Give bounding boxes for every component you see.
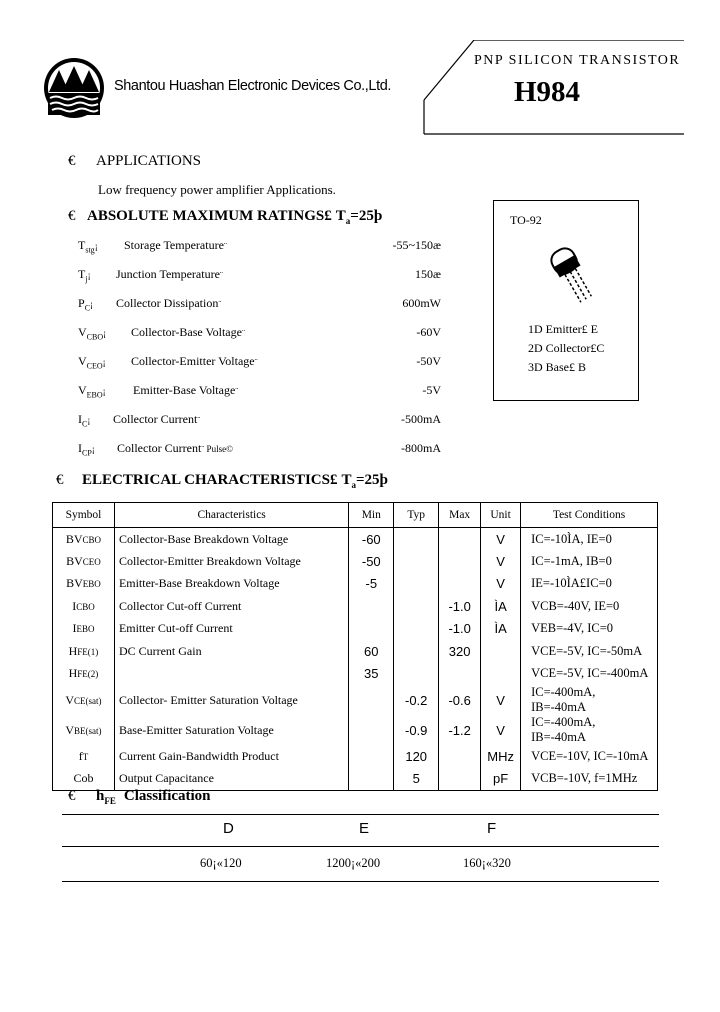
package-name: TO-92	[510, 213, 542, 227]
classification-mid-rule	[62, 846, 659, 847]
rating-description	[116, 296, 221, 311]
cell-typ	[394, 640, 439, 663]
classification-prefix: h	[96, 788, 105, 804]
rating-value: -60V	[416, 325, 441, 339]
cell-test-condition: IC=-1mA, IB=0	[521, 550, 658, 573]
cell-unit: V	[481, 685, 521, 715]
rating-value: -5V	[422, 383, 441, 397]
cell-min: -50	[349, 550, 394, 573]
electrical-bullet: €	[56, 472, 64, 488]
cell-symbol-main: BV	[66, 576, 83, 591]
cell-typ	[394, 573, 439, 596]
cell-symbol-main: I	[72, 598, 77, 613]
cell-unit: ÌA	[481, 618, 521, 641]
rating-value: 150æ	[414, 267, 441, 281]
col-header-max: Max	[439, 503, 481, 528]
rating-value: -50V	[416, 354, 441, 368]
rating-symbol-main: I	[78, 441, 82, 455]
cell-test-condition: VEB=-4V, IC=0	[521, 618, 658, 641]
company-name: Shantou Huashan Electronic Devices Co.,Ltd.	[114, 78, 391, 94]
table-row	[53, 715, 658, 745]
rank-e-range: 1200¡«200	[326, 856, 381, 870]
cell-typ	[394, 663, 439, 686]
cell-symbol-sub: EBO	[76, 624, 95, 635]
cell-max	[439, 528, 481, 551]
rating-description-text: Collector Current	[113, 412, 198, 426]
cell-symbol	[53, 640, 115, 663]
cell-characteristic: Current Gain-Bandwidth Product	[114, 745, 348, 768]
cell-typ	[394, 528, 439, 551]
cell-test-condition: IC=-400mA, IB=-40mA	[521, 715, 658, 745]
cell-min: 60	[349, 640, 394, 663]
rating-symbol	[78, 354, 106, 370]
table-row	[53, 663, 658, 686]
rating-description-text: Collector-Emitter Voltage	[131, 354, 255, 368]
cell-symbol	[53, 573, 115, 596]
ratings-condition-value: =25þ	[350, 208, 383, 224]
rating-symbol-main: V	[78, 383, 87, 397]
cell-max: -0.6	[439, 685, 481, 715]
table-row	[53, 618, 658, 641]
cell-max	[439, 550, 481, 573]
cell-characteristic: Emitter Cut-off Current	[114, 618, 348, 641]
rating-symbol-mark: ¡	[90, 299, 94, 309]
rank-f: F	[487, 820, 497, 837]
cell-unit	[481, 640, 521, 663]
rating-description	[117, 441, 233, 456]
cell-test-condition: VCB=-10V, f=1MHz	[521, 768, 658, 791]
table-body	[53, 528, 658, 791]
rating-description	[116, 267, 223, 282]
rating-symbol	[78, 238, 98, 254]
ratings-condition-sub: a	[345, 216, 351, 226]
applications-text: Low frequency power amplifier Applications.	[98, 182, 336, 197]
cell-symbol-sub: EBO	[82, 579, 101, 590]
cell-symbol	[53, 768, 115, 791]
cell-test-condition: IC=-400mA, IB=-40mA	[521, 685, 658, 715]
rating-description-tail: ¨	[218, 299, 222, 309]
table-row	[53, 595, 658, 618]
cell-symbol-main: Cob	[73, 771, 94, 785]
cell-typ	[394, 618, 439, 641]
rating-symbol	[78, 296, 93, 312]
ratings-condition: T	[335, 208, 346, 224]
cell-max	[439, 573, 481, 596]
cell-unit: V	[481, 715, 521, 745]
table-header-row	[53, 503, 658, 528]
cell-characteristic: DC Current Gain	[114, 640, 348, 663]
ratings-title-text: ABSOLUTE MAXIMUM RATINGS£	[87, 208, 332, 224]
applications-bullet: €	[68, 153, 76, 169]
cell-symbol	[53, 595, 115, 618]
cell-max: 320	[439, 640, 481, 663]
rank-e: E	[359, 820, 370, 837]
cell-typ: -0.2	[394, 685, 439, 715]
table-row	[53, 573, 658, 596]
cell-symbol-sub: FE(2)	[77, 669, 99, 680]
col-header-test-conditions: Test Conditions	[521, 503, 658, 528]
rating-symbol-main: V	[78, 354, 87, 368]
cell-symbol-main: V	[65, 722, 75, 737]
cell-symbol-sub: CEO	[82, 556, 101, 567]
rating-description-tail: ¨	[197, 415, 201, 425]
rating-symbol-main: I	[78, 412, 82, 426]
cell-test-condition: VCE=-10V, IC=-10mA	[521, 745, 658, 768]
pin-2-label: 2D Collector£C	[528, 341, 605, 355]
cell-symbol-main: f	[78, 748, 83, 763]
cell-min	[349, 768, 394, 791]
rating-description	[131, 354, 258, 369]
cell-unit: V	[481, 573, 521, 596]
rating-description-text: Emitter-Base Voltage	[133, 383, 236, 397]
cell-test-condition: VCE=-5V, IC=-50mA	[521, 640, 658, 663]
rating-value: 600mW	[402, 296, 441, 310]
cell-characteristic: Collector Cut-off Current	[114, 595, 348, 618]
rating-value: -500mA	[401, 412, 441, 426]
cell-test-condition: VCE=-5V, IC=-400mA	[521, 663, 658, 686]
cell-min: -5	[349, 573, 394, 596]
cell-unit: pF	[481, 768, 521, 791]
rating-symbol	[78, 383, 106, 399]
rating-symbol-mark: ¡	[103, 328, 107, 338]
rating-symbol-sub: j	[85, 274, 88, 284]
cell-characteristic: Output Capacitance	[114, 768, 348, 791]
cell-symbol-main: H	[68, 666, 78, 681]
electrical-title	[82, 472, 388, 490]
classification-bullet: €	[68, 788, 76, 804]
rating-description-text: Collector Dissipation	[116, 296, 219, 310]
cell-symbol	[53, 528, 115, 551]
cell-symbol	[53, 745, 115, 768]
rating-value: -800mA	[401, 441, 441, 455]
cell-symbol-main: BV	[65, 531, 83, 546]
cell-min	[349, 618, 394, 641]
col-header-characteristics: Characteristics	[114, 503, 348, 528]
cell-characteristic: Base-Emitter Saturation Voltage	[114, 715, 348, 745]
cell-symbol	[53, 685, 115, 715]
table-row	[53, 768, 658, 791]
rating-symbol-sub: C	[82, 419, 88, 429]
rating-symbol-mark: ¡	[102, 386, 106, 396]
cell-max	[439, 745, 481, 768]
cell-unit	[481, 663, 521, 686]
rating-symbol-sub: EBO	[86, 390, 103, 400]
cell-typ: 120	[394, 745, 439, 768]
cell-symbol-sub: T	[82, 751, 89, 762]
rating-symbol-mark: ¡	[102, 357, 106, 367]
classification-prefix-sub: FE	[104, 796, 116, 806]
applications-title: APPLICATIONS	[96, 153, 202, 169]
cell-characteristic	[114, 663, 348, 686]
rank-f-range: 160¡«320	[463, 856, 511, 870]
rating-description	[133, 383, 238, 398]
cell-min	[349, 595, 394, 618]
cell-symbol-main: I	[72, 621, 77, 636]
rating-description-tail: ¨ Pulse©	[201, 444, 233, 454]
cell-typ: -0.9	[394, 715, 439, 745]
classification-title	[96, 788, 211, 806]
col-header-symbol: Symbol	[53, 503, 115, 528]
rating-description-text: Storage Temperature	[124, 238, 224, 252]
rating-description-tail: ¨	[223, 241, 227, 251]
cell-characteristic: Emitter-Base Breakdown Voltage	[114, 573, 348, 596]
table-row	[53, 745, 658, 768]
rank-d-range: 60¡«120	[200, 856, 242, 870]
package-box	[493, 200, 639, 401]
cell-unit: V	[481, 528, 521, 551]
pin-1-label: 1D Emitter£ E	[528, 322, 598, 336]
rank-d: D	[223, 820, 234, 837]
rating-description-tail: ¨	[254, 357, 258, 367]
cell-test-condition: IE=-10ÌA£IC=0	[521, 573, 658, 596]
cell-symbol-main: V	[65, 692, 75, 707]
cell-test-condition: IC=-10ÌA, IE=0	[521, 528, 658, 551]
cell-characteristic: Collector-Emitter Breakdown Voltage	[114, 550, 348, 573]
cell-min	[349, 715, 394, 745]
col-header-typ: Typ	[394, 503, 439, 528]
rating-description-text: Collector-Base Voltage	[131, 325, 242, 339]
classification-bottom-rule	[62, 881, 659, 882]
electrical-condition: T	[341, 472, 352, 488]
cell-test-condition: VCB=-40V, IE=0	[521, 595, 658, 618]
cell-max: -1.2	[439, 715, 481, 745]
rating-symbol-sub: CBO	[86, 332, 104, 342]
cell-max: -1.0	[439, 595, 481, 618]
cell-symbol-sub: CBO	[82, 534, 102, 545]
ratings-title	[87, 208, 382, 226]
cell-unit: MHz	[481, 745, 521, 768]
rating-description	[124, 238, 227, 253]
rating-symbol-sub: CP	[82, 448, 92, 458]
cell-max	[439, 663, 481, 686]
electrical-title-text: ELECTRICAL CHARACTERISTICS£	[82, 472, 338, 488]
table-row	[53, 685, 658, 715]
cell-min	[349, 685, 394, 715]
rating-description-tail: ¨	[241, 328, 245, 338]
cell-typ	[394, 550, 439, 573]
cell-symbol-sub: CBO	[76, 601, 95, 612]
cell-unit: ÌA	[481, 595, 521, 618]
rating-symbol-mark: ¡	[94, 241, 98, 251]
rating-symbol-mark: ¡	[87, 415, 91, 425]
to92-package-icon	[536, 241, 606, 311]
cell-symbol	[53, 618, 115, 641]
rating-symbol-main: P	[78, 296, 85, 310]
cell-min: 35	[349, 663, 394, 686]
rating-symbol-sub: C	[84, 303, 91, 313]
classification-title-text: Classification	[123, 788, 211, 804]
rating-description	[113, 412, 200, 427]
ratings-bullet: €	[68, 208, 76, 224]
pin-3-label: 3D Base£ B	[528, 360, 586, 374]
electrical-condition-sub: a	[351, 480, 356, 490]
rating-symbol-sub: stg	[85, 245, 95, 255]
cell-symbol-main: H	[68, 643, 78, 658]
rating-symbol	[78, 441, 95, 457]
electrical-condition-value: =25þ	[356, 472, 388, 488]
cell-typ	[394, 595, 439, 618]
cell-max	[439, 768, 481, 791]
rating-symbol	[78, 412, 90, 428]
cell-max: -1.0	[439, 618, 481, 641]
cell-symbol	[53, 715, 115, 745]
rating-symbol	[78, 325, 106, 341]
col-header-min: Min	[349, 503, 394, 528]
cell-symbol-sub: FE(1)	[77, 646, 99, 657]
rating-description-tail: ¨	[219, 270, 223, 280]
cell-symbol	[53, 663, 115, 686]
cell-symbol-sub: BE(sat)	[74, 725, 102, 736]
table-row	[53, 528, 658, 551]
table-row	[53, 550, 658, 573]
rating-description-text: Junction Temperature	[116, 267, 220, 281]
rating-value: -55~150æ	[392, 238, 441, 252]
cell-characteristic: Collector-Base Breakdown Voltage	[114, 528, 348, 551]
company-logo	[42, 56, 106, 120]
cell-unit: V	[481, 550, 521, 573]
cell-characteristic: Collector- Emitter Saturation Voltage	[114, 685, 348, 715]
cell-min: -60	[349, 528, 394, 551]
cell-symbol-sub: CE(sat)	[74, 695, 102, 706]
rating-description-tail: ¨	[235, 386, 239, 396]
cell-typ: 5	[394, 768, 439, 791]
rating-symbol-main: V	[78, 325, 87, 339]
rating-symbol-mark: ¡	[91, 444, 95, 454]
electrical-characteristics-table	[52, 502, 658, 791]
col-header-unit: Unit	[481, 503, 521, 528]
rating-description-text: Collector Current	[117, 441, 202, 455]
cell-symbol-main: BV	[66, 553, 83, 568]
rating-symbol-main: T	[78, 267, 86, 281]
cell-symbol	[53, 550, 115, 573]
rating-symbol	[78, 267, 91, 283]
table-row	[53, 640, 658, 663]
part-number: H984	[514, 76, 581, 108]
device-type: PNP SILICON TRANSISTOR	[474, 53, 681, 68]
rating-symbol-main: T	[78, 238, 86, 252]
rating-description	[131, 325, 245, 340]
classification-top-rule	[62, 814, 659, 815]
rating-symbol-mark: ¡	[87, 270, 91, 280]
cell-min	[349, 745, 394, 768]
rating-symbol-sub: CEO	[86, 361, 103, 371]
